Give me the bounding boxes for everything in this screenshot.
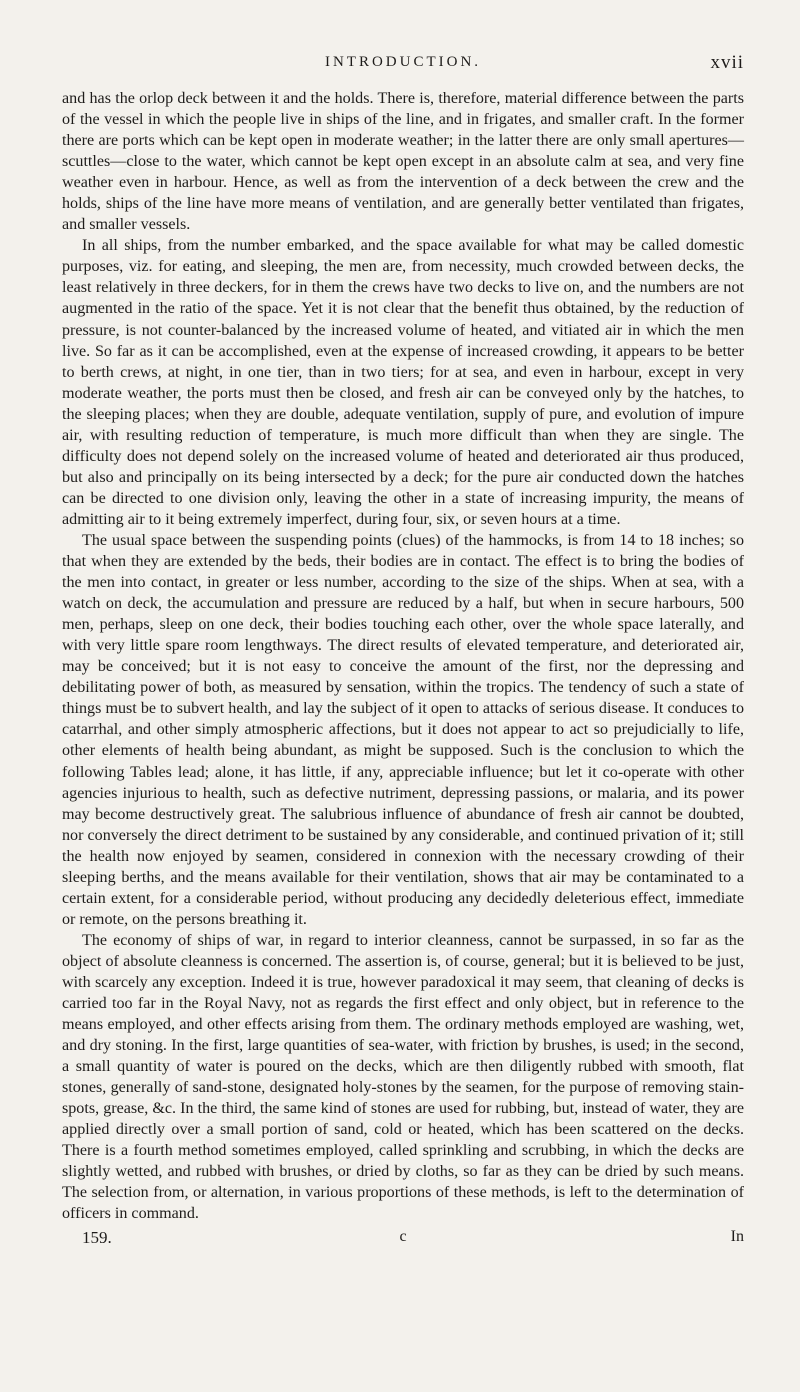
body-text [62, 88, 744, 1225]
book-page [0, 48, 800, 1392]
paragraph-3: The usual space between the suspending points (clues) of the hammocks, is from 14 to 18 inches; so that when they are extended by the beds, their bodies are in contact. The effect is to bring the bodies of the men into contact, in greater or less number, according to the size of the ships. When at sea, with a watch on deck, the accumulation and pressure are reduced by a half, but when in secure harbours, 500 men, perhaps, sleep on one deck, their bodies touching each other, over the whole space laterally, and with very little spare room lengthways. The direct results of elevated temperature, and deteriorated air, may be conceived; but it is not easy to conceive the amount of the first, nor the depressing and debilitating power of both, as measured by sensation, within the tropics. The tendency of such a state of things must be to subvert health, and lay the subject of it open to attacks of serious disease. It conduces to catarrhal, and other simply atmospheric affections, but it does not appear to act so prejudicially to life, other elements of health being abundant, as might be supposed. Such is the conclusion to which the following Tables lead; alone, it has little, if any, appreciable influence; but let it co-operate with other agencies injurious to health, such as defective nutriment, depressing passions, or malaria, and its power may become destructively great. The salubrious influence of abundance of fresh air cannot be doubted, nor conversely the direct detriment to be sustained by any considerable, and continued privation of it; still the health now enjoyed by seamen, considered in connexion with the necessary crowding of their sleeping berths, and the means available for their ventilation, shows that air may be contaminated to a certain extent, for a considerable period, without producing any decidedly deleterious effect, immediate or remote, on the persons breathing it. [62, 531, 744, 928]
paragraph-1: and has the orlop deck between it and the holds. There is, therefore, material difference between the parts of the vessel in which the people live in ships of the line, and in frigates, and smaller craft. In the former there are ports which can be kept open in moderate weather; in the latter there are only small apertures—scuttles—close to the water, which cannot be kept open except in an absolute calm at sea, and very fine weather even in harbour. Hence, as well as from the intervention of a deck between the crew and the holds, ships of the line have more means of ventilation, and are generally better ventilated than frigates, and smaller vessels. [62, 90, 744, 234]
paragraph-2: In all ships, from the number embarked, and the space available for what may be called domestic purposes, viz. for eating, and sleeping, the men are, from necessity, much crowded between decks, the least relatively in three deckers, for in them the crews have two decks to live on, and the numbers are not augmented in the ratio of the space. Yet it is not clear that the benefit thus obtained, by the reduction of pressure, is not counter-balanced by the increased volume of heated, and vitiated air in which the men live. So far as it can be accomplished, even at the expense of increased crowding, it appears to be better to berth crews, at night, in one tier, than in two tiers; for at sea, and even in harbour, except in very moderate weather, the ports must then be closed, and fresh air can be conveyed only by the hatches, to the sleeping places; when they are double, adequate ventilation, supply of pure, and evolution of impure air, with resulting reduction of temperature, is much more difficult than when they are single. The difficulty does not depend solely on the increased volume of heated and deteriorated air thus produced, but also and principally on its being intersected by a deck; for the pure air conducted down the hatches can be directed to one division only, leaving the other in a state of increasing impurity, the means of admitting air to it being extremely imperfect, during four, six, or seven hours at a time. [62, 237, 744, 528]
page-number: xvii [710, 52, 744, 73]
running-head [62, 48, 744, 88]
paragraph-4: The economy of ships of war, in regard to interior cleanness, cannot be surpassed, in so far as the object of absolute cleanness is concerned. The assertion is, of course, general; but it is believed to be just, with scarcely any exception. Indeed it is true, however paradoxical it may seem, that cleaning of decks is carried too far in the Royal Navy, not as regards the first effect and only object, but in reference to the means employed, and other effects arising from them. The ordinary methods employed are washing, wet, and dry stoning. In the first, large quantities of sea-water, with friction by brushes, is used; in the second, a small quantity of water is poured on the decks, which are then diligently rubbed with smooth, flat stones, generally of sand-stone, designated holy-stones by the seamen, for the purpose of removing stain-spots, grease, &c. In the third, the same kind of stones are used for rubbing, but, instead of water, they are applied directly over a small portion of sand, cold or heated, which has been scattered on the decks. There is a fourth method sometimes employed, called sprinkling and scrubbing, in which the decks are slightly wetted, and rubbed with brushes, or dried by cloths, so far as they can be dried by such means. The selection from, or alternation, in various proportions of these methods, is left to the determination of officers in command. [62, 931, 744, 1223]
page-footer [62, 1228, 744, 1250]
catchword: In [730, 1227, 744, 1245]
sheet-number: 159. [82, 1227, 112, 1247]
running-title: INTRODUCTION. [324, 54, 482, 70]
signature-mark: c [399, 1227, 407, 1245]
